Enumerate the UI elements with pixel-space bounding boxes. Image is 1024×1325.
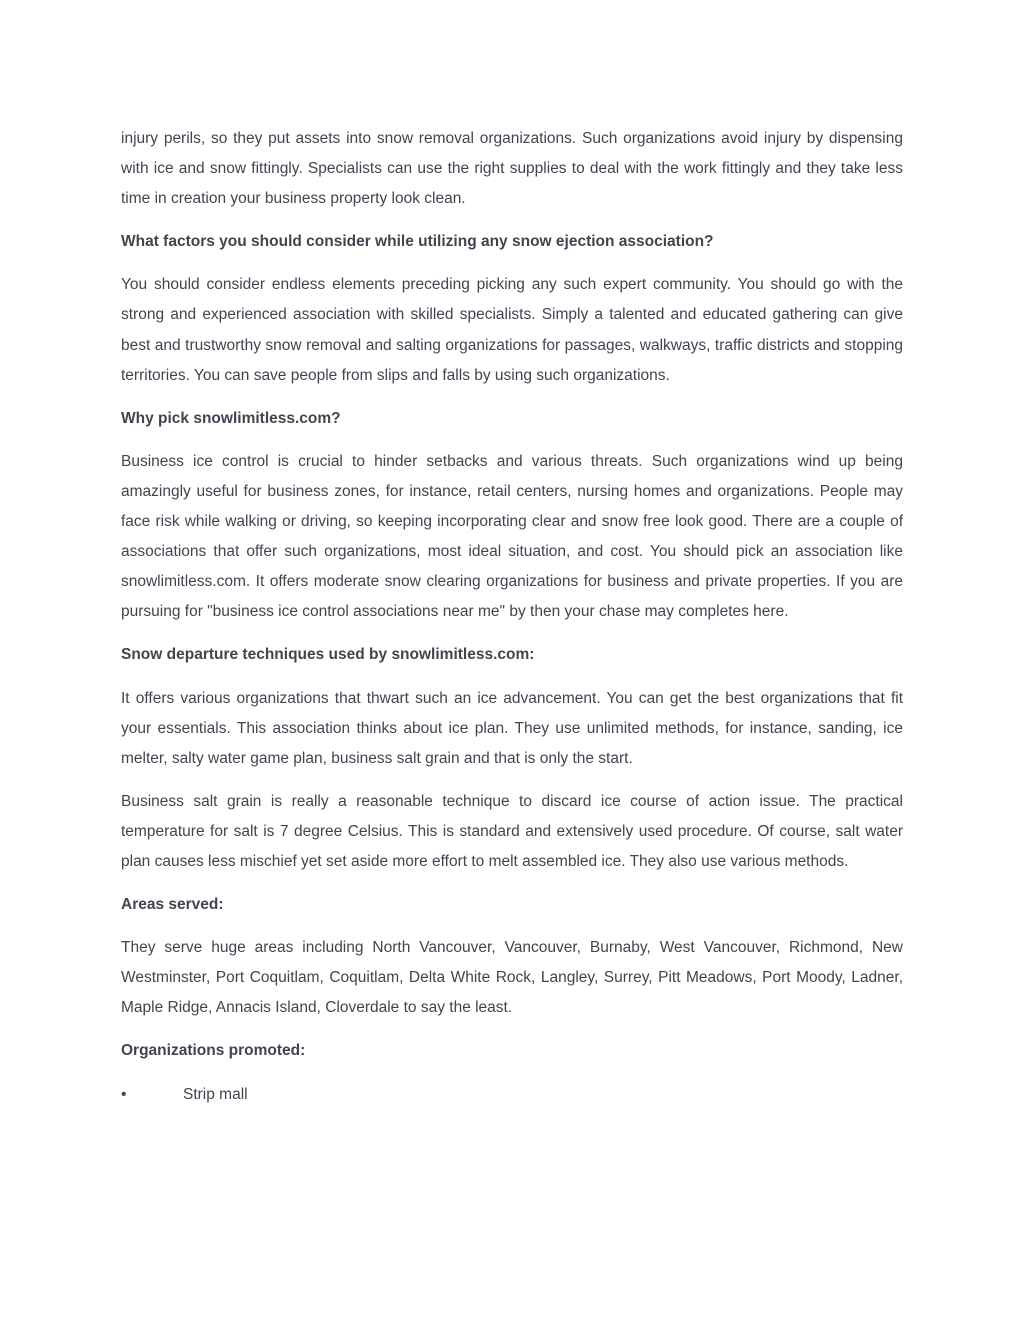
heading-organizations-promoted: Organizations promoted:: [121, 1042, 306, 1060]
document-page: [121, 124, 903, 1110]
heading-techniques: Snow departure techniques used by snowlimitless.com:: [121, 646, 535, 664]
bullet-mark: •: [121, 1085, 127, 1103]
heading-areas-served: Areas served:: [121, 896, 224, 914]
paragraph-intro: injury perils, so they put assets into snow removal organizations. Such organizations avoid injury by dispensing with ice and snow fittingly. Specialists can use the right supplies to deal with the work fittingly and they take less time in creation your business property look clean.: [121, 130, 903, 208]
paragraph-salt-grain: Business salt grain is really a reasonable technique to discard ice course of action issue. The practical temperature for salt is 7 degree Celsius. This is standard and extensively used procedure. Of course, salt water plan causes less mischief yet set aside more effort to melt assembled ice. They also use various methods.: [121, 792, 903, 870]
list-item: [121, 1080, 903, 1110]
paragraph-factors: You should consider endless elements preceding picking any such expert community. You should go with the strong and experienced association with skilled specialists. Simply a talented and educated gathering can give best and trustworthy snow removal and salting organizations for passages, walkways, traffic districts and stopping territories. You can save people from slips and falls by using such organizations.: [121, 276, 903, 384]
paragraph-areas-served: They serve huge areas including North Vancouver, Vancouver, Burnaby, West Vancouver, Richmond, New Westminster, Port Coquitlam, Coquitlam, Delta White Rock, Langley, Surrey, Pitt Meadows, Port Moody, Ladner, Maple Ridge, Annacis Island, Cloverdale to say the least.: [121, 939, 903, 1017]
heading-factors: What factors you should consider while utilizing any snow ejection association?: [121, 233, 714, 251]
paragraph-why-pick: Business ice control is crucial to hinder setbacks and various threats. Such organizations wind up being amazingly useful for business zones, for instance, retail centers, nursing homes and organizations. People may face risk while walking or driving, so keeping incorporating clear and snow free look good. There are a couple of associations that offer such organizations, most ideal situation, and cost. You should pick an association like snowlimitless.com. It offers moderate snow clearing organizations for business and private properties. If you are pursuing for "business ice control associations near me" by then your chase may completes here.: [121, 452, 903, 621]
heading-why-pick: Why pick snowlimitless.com?: [121, 409, 341, 427]
list-item-text: Strip mall: [183, 1085, 248, 1103]
paragraph-techniques: It offers various organizations that thwart such an ice advancement. You can get the best organizations that fit your essentials. This association thinks about ice plan. They use unlimited methods, for instance, sanding, ice melter, salty water game plan, business salt grain and that is only the start.: [121, 689, 903, 767]
